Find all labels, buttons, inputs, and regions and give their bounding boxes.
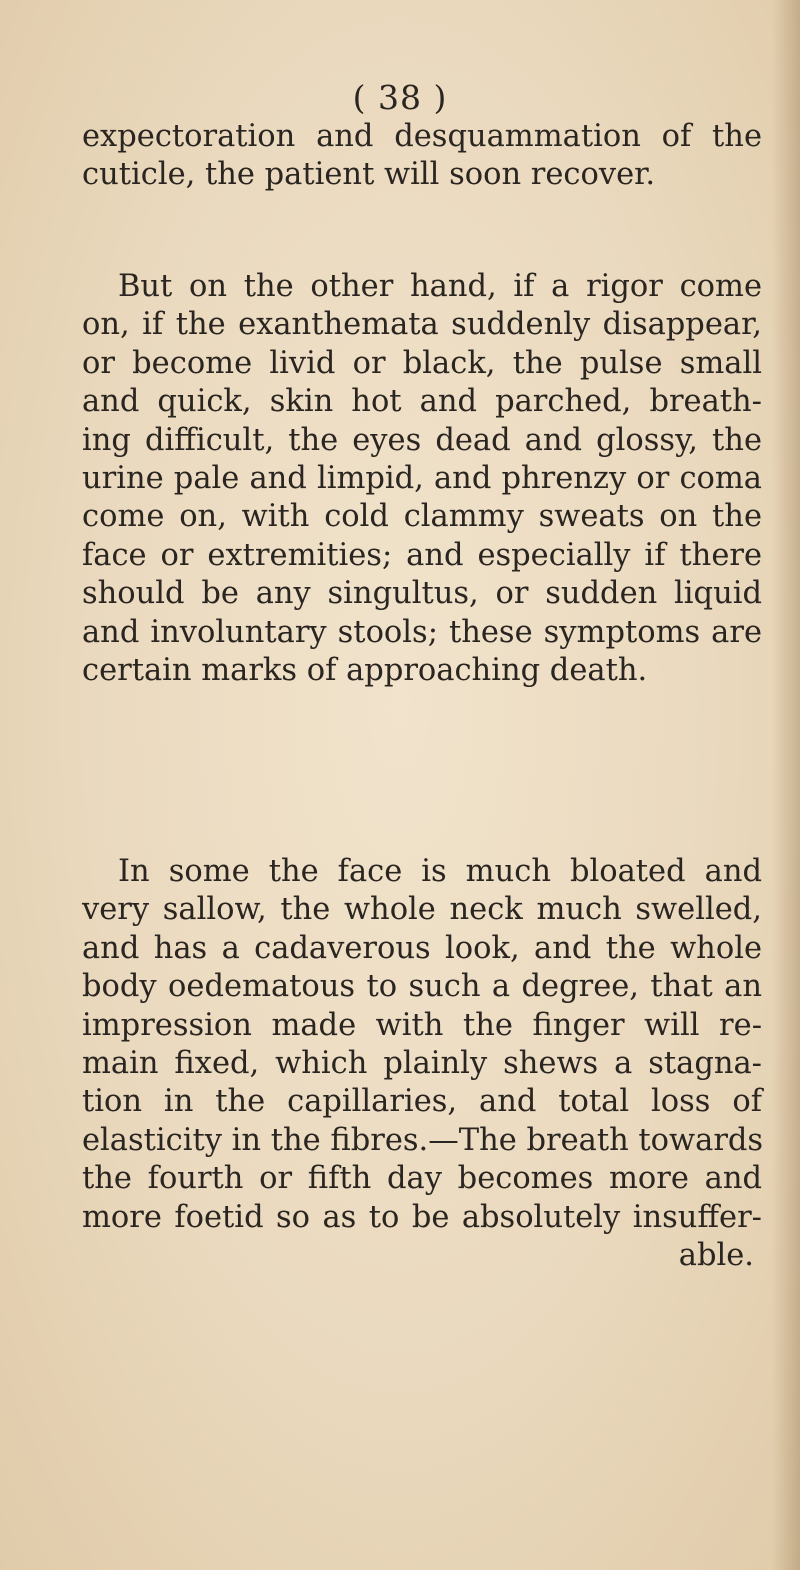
paragraph-3 xyxy=(82,853,762,1275)
text-line: should be any singultus, or sudden liquid xyxy=(82,576,762,612)
page-edge-shadow xyxy=(772,0,800,1570)
text-line: main fixed, which plainly shews a stagna- xyxy=(82,1046,762,1082)
text-line: and quick, skin hot and parched, breath- xyxy=(82,384,762,420)
text-line: tion in the capillaries, and total loss of xyxy=(82,1084,762,1120)
text-line: on, if the exanthemata suddenly disappear, xyxy=(82,307,762,343)
text-line: or become livid or black, the pulse small xyxy=(82,345,762,381)
text-line: In some the face is much bloated and xyxy=(118,854,762,889)
text-line: more foetid so as to be absolutely insuffer- xyxy=(82,1199,762,1235)
page-number: ( 38 ) xyxy=(352,78,448,117)
text-line: ing difficult, the eyes dead and glossy, the xyxy=(82,422,762,458)
text-line: body oedematous to such a degree, that an xyxy=(82,969,762,1005)
text-line: the fourth or fifth day becomes more and xyxy=(82,1161,762,1197)
text-line: impression made with the finger will re- xyxy=(82,1007,762,1043)
text-line: and has a cadaverous look, and the whole xyxy=(82,930,762,966)
text-line: face or extremities; and especially if there xyxy=(82,537,762,573)
paragraph-2 xyxy=(82,268,762,690)
text-line: cuticle, the patient will soon recover. xyxy=(82,157,656,193)
text-line: But on the other hand, if a rigor come xyxy=(118,269,762,304)
text-line: able. xyxy=(678,1238,754,1274)
text-line: certain marks of approaching death. xyxy=(82,653,648,689)
text-line: come on, with cold clammy sweats on the xyxy=(82,499,762,535)
paragraph-1 xyxy=(82,118,762,195)
text-line: expectoration and desquammation of the xyxy=(82,119,762,154)
text-line: urine pale and limpid, and phrenzy or coma xyxy=(82,461,762,497)
text-line: and involuntary stools; these symptoms are xyxy=(82,614,762,650)
text-line: elasticity in the fibres.—The breath towards xyxy=(82,1122,764,1158)
text-line: very sallow, the whole neck much swelled, xyxy=(82,892,762,928)
